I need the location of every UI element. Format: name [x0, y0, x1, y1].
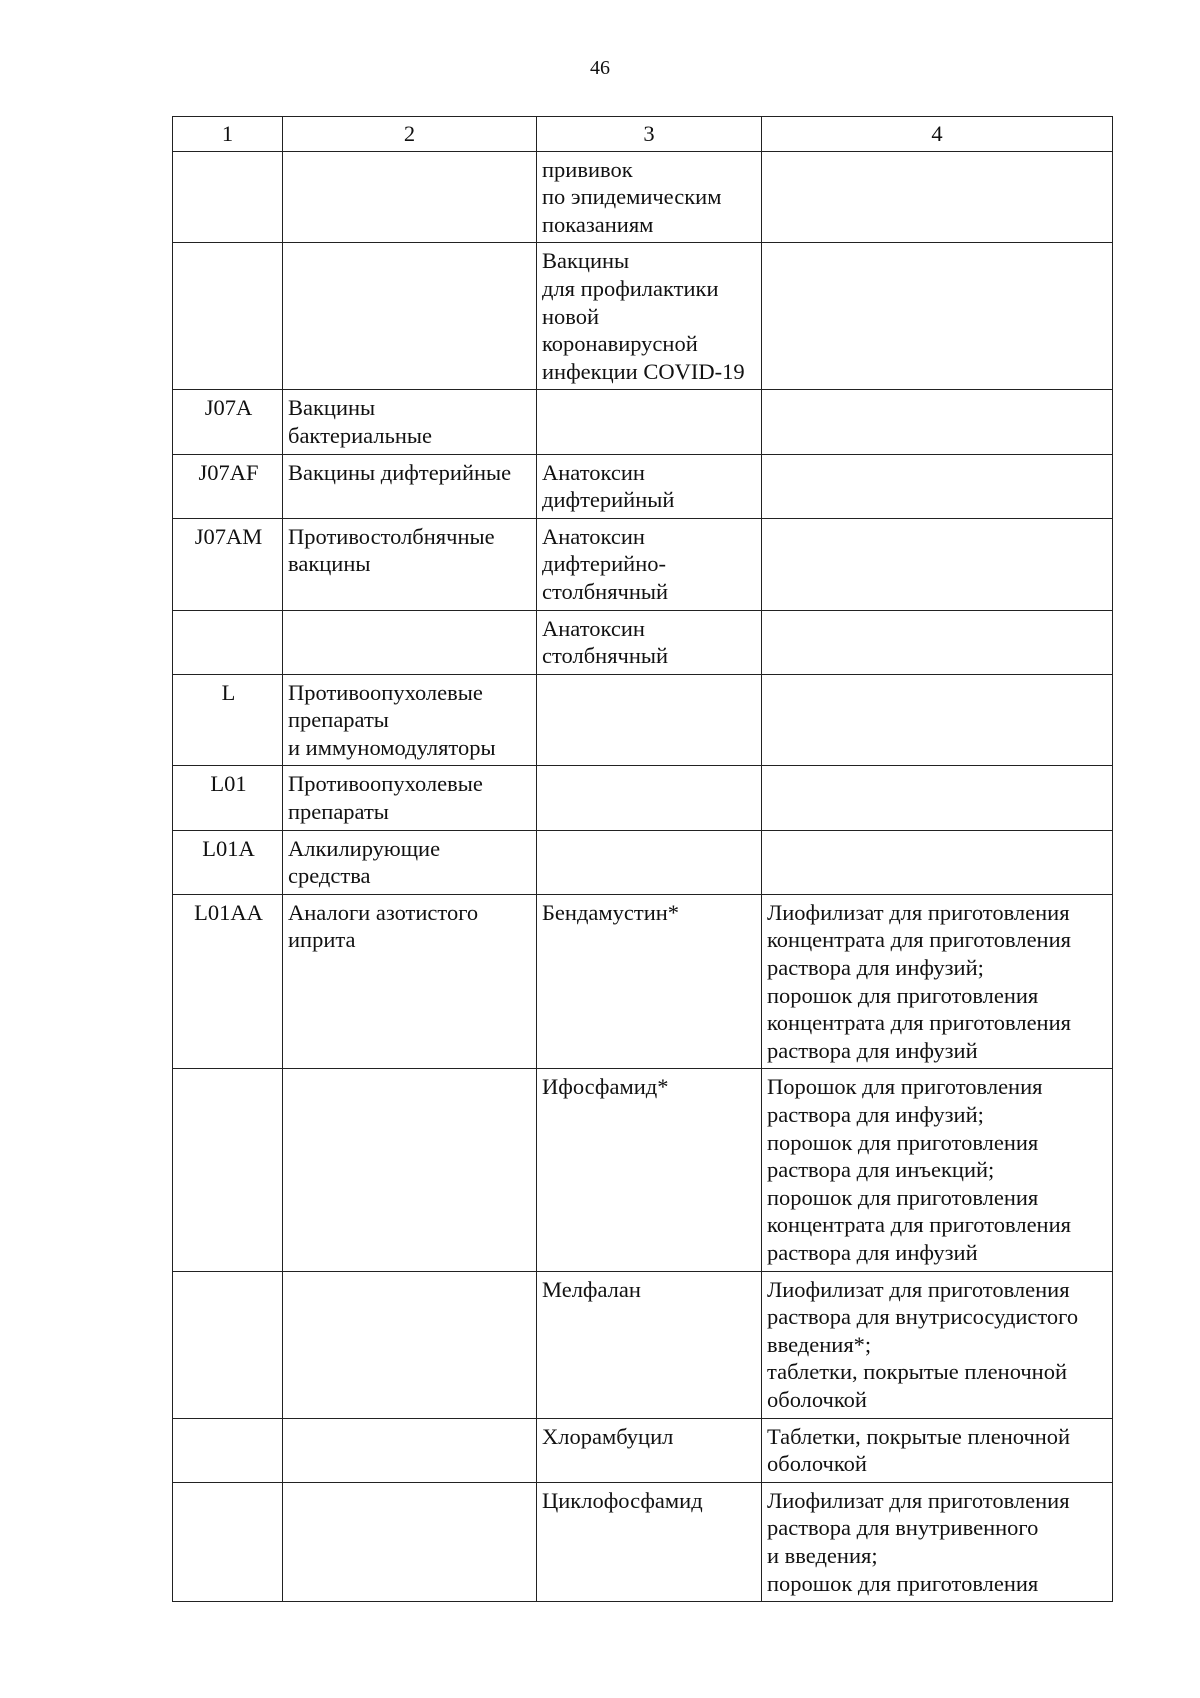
group-cell-line: Алкилирующие [288, 835, 441, 861]
drug-cell [537, 674, 762, 766]
form-cell-line: раствора для инфузий [767, 1239, 978, 1265]
form-cell-line: порошок для приготовления [767, 982, 1039, 1008]
drug-cell [537, 1271, 762, 1418]
drug-cell [537, 151, 762, 243]
group-cell [283, 830, 537, 894]
code-cell: J07AM [173, 518, 283, 610]
form-cell-line: порошок для приготовления [767, 1129, 1039, 1155]
code-cell [173, 1271, 283, 1418]
drug-cell-line: столбнячный [542, 578, 669, 604]
header-cell-1: 1 [173, 117, 283, 152]
group-cell-line: Противоопухолевые [288, 771, 483, 797]
code-cell [173, 151, 283, 243]
table-row [173, 151, 1113, 243]
table-row [173, 454, 1113, 518]
drug-cell-line: Бендамустин* [542, 899, 680, 925]
form-cell-line: раствора для инъекций; [767, 1157, 995, 1183]
form-cell-line: раствора для инфузий; [767, 955, 984, 981]
group-cell [283, 1069, 537, 1271]
drug-cell-line: Анатоксин [542, 523, 645, 549]
form-cell [762, 151, 1113, 243]
form-cell-line: Лиофилизат для приготовления [767, 1487, 1070, 1513]
drug-cell [537, 830, 762, 894]
group-cell [283, 390, 537, 454]
drug-cell [537, 1418, 762, 1482]
form-cell [762, 894, 1113, 1069]
group-cell-line: Вакцины [288, 395, 376, 421]
form-cell-line: Лиофилизат для приготовления [767, 899, 1070, 925]
drug-cell-line: Хлорамбуцил [542, 1423, 674, 1449]
form-cell [762, 1271, 1113, 1418]
group-cell-line: вакцины [288, 551, 371, 577]
group-cell-line: Противоопухолевые [288, 679, 483, 705]
drug-cell [537, 518, 762, 610]
form-cell [762, 518, 1113, 610]
group-cell-line: Вакцины дифтерийные [288, 459, 512, 485]
drug-cell-line: показаниям [542, 211, 654, 237]
form-cell-line: Таблетки, покрытые пленочной [767, 1423, 1071, 1449]
header-cell-4: 4 [762, 117, 1113, 152]
page-number: 46 [590, 57, 610, 79]
form-cell-line: порошок для приготовления [767, 1184, 1039, 1210]
code-cell [173, 1482, 283, 1601]
table-row [173, 610, 1113, 674]
drug-cell-line: Анатоксин [542, 615, 645, 641]
table-body [173, 151, 1113, 1602]
group-cell-line: Противостолбнячные [288, 523, 495, 549]
code-cell: L01A [173, 830, 283, 894]
drug-cell-line: инфекции COVID-19 [542, 358, 745, 384]
form-cell-line: оболочкой [767, 1451, 867, 1477]
code-cell [173, 1069, 283, 1271]
form-cell [762, 830, 1113, 894]
group-cell [283, 243, 537, 390]
form-cell-line: Лиофилизат для приготовления [767, 1276, 1070, 1302]
medicines-table [172, 116, 1113, 1602]
group-cell [283, 454, 537, 518]
drug-cell-line: дифтерийный [542, 487, 675, 513]
drug-cell-line: прививок [542, 156, 633, 182]
form-cell [762, 610, 1113, 674]
group-cell-line: бактериальные [288, 422, 432, 448]
group-cell-line: Аналоги азотистого [288, 899, 479, 925]
group-cell [283, 518, 537, 610]
drug-cell-line: дифтерийно- [542, 551, 667, 577]
form-cell-line: концентрата для приготовления [767, 1010, 1071, 1036]
drug-cell-line: коронавирусной [542, 331, 698, 357]
group-cell-line: препараты [288, 799, 389, 825]
drug-cell-line: Вакцины [542, 248, 630, 274]
form-cell-line: раствора для внутривенного [767, 1515, 1039, 1541]
group-cell [283, 1418, 537, 1482]
code-cell: J07A [173, 390, 283, 454]
drug-cell [537, 894, 762, 1069]
drug-cell-line: Анатоксин [542, 459, 645, 485]
group-cell [283, 766, 537, 830]
form-cell-line: оболочкой [767, 1386, 867, 1412]
group-cell-line: и иммуномодуляторы [288, 734, 496, 760]
table-row [173, 894, 1113, 1069]
form-cell-line: введения*; [767, 1331, 872, 1357]
drug-cell [537, 1069, 762, 1271]
form-cell-line: раствора для инфузий; [767, 1102, 984, 1127]
form-cell-line: Порошок для приготовления [767, 1074, 1043, 1100]
form-cell [762, 674, 1113, 766]
form-cell-line: концентрата для приготовления [767, 927, 1071, 953]
form-cell [762, 1069, 1113, 1271]
code-cell [173, 610, 283, 674]
code-cell: J07AF [173, 454, 283, 518]
form-cell-line: концентрата для приготовления [767, 1212, 1071, 1238]
form-cell-line: раствора для внутрисосудистого [767, 1304, 1079, 1330]
drug-cell [537, 610, 762, 674]
code-cell: L01 [173, 766, 283, 830]
group-cell [283, 1271, 537, 1418]
code-cell [173, 1418, 283, 1482]
group-cell [283, 1482, 537, 1601]
drug-cell-line: новой [542, 303, 600, 329]
drug-cell-line: для профилактики [542, 275, 719, 301]
header-cell-2: 2 [283, 117, 537, 152]
form-cell [762, 1418, 1113, 1482]
code-cell: L01AA [173, 894, 283, 1069]
table-row [173, 766, 1113, 830]
form-cell-line: раствора для инфузий [767, 1037, 978, 1063]
form-cell [762, 390, 1113, 454]
table-row [173, 674, 1113, 766]
table-row [173, 830, 1113, 894]
drug-cell-line: по эпидемическим [542, 184, 722, 210]
drug-cell [537, 1482, 762, 1601]
code-cell [173, 243, 283, 390]
group-cell [283, 610, 537, 674]
table-row [173, 243, 1113, 390]
table-row [173, 390, 1113, 454]
form-cell [762, 454, 1113, 518]
form-cell-line: и введения; [767, 1542, 878, 1568]
header-cell-3: 3 [537, 117, 762, 152]
code-cell: L [173, 674, 283, 766]
table-row [173, 1271, 1113, 1418]
group-cell [283, 151, 537, 243]
group-cell-line: иприта [288, 927, 356, 953]
drug-cell-line: столбнячный [542, 643, 669, 669]
drug-cell-line: Ифосфамид* [542, 1074, 669, 1100]
drug-cell [537, 454, 762, 518]
header-row [173, 117, 1113, 152]
form-cell-line: таблетки, покрытые пленочной [767, 1359, 1068, 1385]
drug-cell [537, 766, 762, 830]
drug-cell-line: Циклофосфамид [542, 1487, 703, 1513]
table-row [173, 518, 1113, 610]
form-cell [762, 1482, 1113, 1601]
table-row [173, 1069, 1113, 1271]
drug-cell [537, 243, 762, 390]
form-cell [762, 243, 1113, 390]
group-cell-line: средства [288, 863, 371, 889]
drug-cell [537, 390, 762, 454]
group-cell [283, 674, 537, 766]
group-cell [283, 894, 537, 1069]
table-row [173, 1418, 1113, 1482]
drug-cell-line: Мелфалан [542, 1276, 641, 1302]
form-cell [762, 766, 1113, 830]
form-cell-line: порошок для приготовления [767, 1570, 1039, 1596]
group-cell-line: препараты [288, 707, 389, 733]
table-row [173, 1482, 1113, 1601]
